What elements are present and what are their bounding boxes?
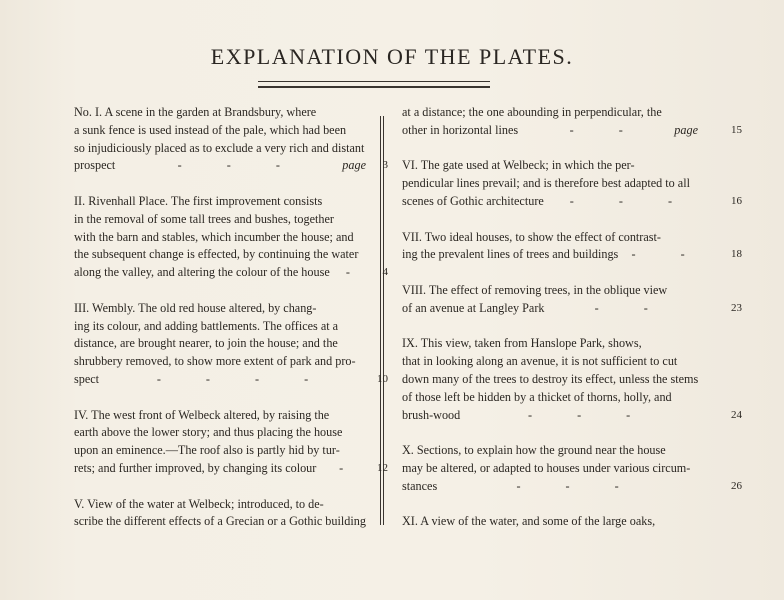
entry-last-text: ing the prevalent lines of trees and buildings <box>402 247 619 262</box>
entry-last-text: along the valley, and altering the colour of the house <box>74 265 330 280</box>
plate-entry <box>74 407 388 478</box>
page-number: 12 <box>377 461 388 474</box>
entry-line: so injudiciously placed as to exclude a very rich and distant <box>74 140 365 155</box>
entry-line: X. Sections, to explain how the ground near the house <box>402 443 666 458</box>
plate-entry <box>74 104 388 175</box>
leader-dashes: - - <box>594 300 648 315</box>
entry-line: XI. A view of the water, and some of the large oaks, <box>402 514 656 529</box>
entry-line: with the barn and stables, which incumber the house; and <box>74 229 354 244</box>
leader-dashes: - - - <box>527 407 631 422</box>
entry-line: V. View of the water at Welbeck; introduced, to de- <box>74 496 324 511</box>
plate-entry <box>74 193 388 282</box>
leader-dashes: - - - <box>569 193 673 208</box>
entry-last-line <box>402 407 742 425</box>
entry-last-line <box>74 460 388 478</box>
entry-last-line <box>402 246 742 264</box>
entry-last-text: rets; and further improved, by changing its colour <box>74 460 317 475</box>
leader-dashes: - <box>339 460 344 475</box>
page-number: 23 <box>731 301 742 314</box>
page-label: page <box>674 122 698 137</box>
entry-line: down many of the trees to destroy its effect, unless the stems <box>402 371 699 386</box>
page-number: 18 <box>731 248 742 261</box>
entry-line: that in looking along an avenue, it is not sufficient to cut <box>402 354 678 369</box>
page-number: 16 <box>731 194 742 207</box>
plate-entry <box>402 157 742 210</box>
entry-line: III. Wembly. The old red house altered, by chang- <box>74 300 317 315</box>
page-number: 15 <box>731 123 742 136</box>
entry-line: in the removal of some tall trees and bushes, together <box>74 211 334 226</box>
entry-line: of those left be hidden by a thicket of thorns, holly, and <box>402 389 672 404</box>
plate-entry <box>402 229 742 265</box>
plate-entry <box>74 496 366 532</box>
plate-entry <box>74 300 388 389</box>
entry-last-line <box>402 300 742 318</box>
leader-dashes: - - - <box>177 158 280 173</box>
entry-line: No. I. A scene in the garden at Brandsbury, where <box>74 105 317 119</box>
plate-entry <box>402 513 698 531</box>
entry-last-text: brush-wood <box>402 407 461 422</box>
entry-last-text: of an avenue at Langley Park <box>402 300 545 315</box>
plate-entry <box>402 442 742 495</box>
title-rule <box>258 81 490 88</box>
entry-last-text: other in horizontal lines <box>402 122 519 137</box>
entry-line: VIII. The effect of removing trees, in the oblique view <box>402 282 668 297</box>
plate-entry <box>402 104 742 140</box>
entry-line: ing its colour, and adding battlements. The offices at a <box>74 318 339 333</box>
plate-entry <box>402 282 742 318</box>
entry-line: VI. The gate used at Welbeck; in which the per- <box>402 158 635 173</box>
entry-last-text: scenes of Gothic architecture <box>402 193 544 208</box>
right-column <box>402 104 742 549</box>
leader-dashes: - - <box>569 122 623 137</box>
entry-line: pendicular lines prevail; and is therefore best adapted to all <box>402 176 690 191</box>
entry-line: a sunk fence is used instead of the pale, which had been <box>74 122 347 137</box>
page-label: page <box>342 158 366 173</box>
entry-last-text: stances <box>402 478 438 493</box>
leader-dashes: - - - - <box>156 371 309 386</box>
entry-line: IV. The west front of Welbeck altered, by raising the <box>74 407 330 422</box>
entry-line: distance, are brought nearer, to join the house; and the <box>74 336 338 351</box>
entry-line: shrubbery removed, to show more extent of park and pro- <box>74 354 356 369</box>
entry-last-text: spect <box>74 371 100 386</box>
leader-dashes: - <box>345 265 350 280</box>
left-column <box>74 104 388 549</box>
page-title: EXPLANATION OF THE PLATES. <box>210 44 574 69</box>
entry-line: the subsequent change is effected, by continuing the water <box>74 247 359 262</box>
page-number: 4 <box>382 266 388 279</box>
entry-line: upon an eminence.—The roof also is partly hid by tur- <box>74 443 340 458</box>
entry-line: scribe the different effects of a Grecian or a Gothic building <box>74 514 366 529</box>
entry-last-line <box>74 371 388 389</box>
plate-entry <box>402 335 742 424</box>
page-number: 3 <box>382 159 388 172</box>
entry-last-line <box>74 264 388 282</box>
entry-last-text: prospect <box>74 158 116 173</box>
entry-line: may be altered, or adapted to houses under various circum- <box>402 460 691 475</box>
entry-line: II. Rivenhall Place. The first improvement consists <box>74 193 323 208</box>
entry-last-line <box>402 478 742 496</box>
page-number: 26 <box>731 479 742 492</box>
entry-line: at a distance; the one abounding in perpendicular, the <box>402 105 662 119</box>
entry-line: earth above the lower story; and thus placing the house <box>74 425 343 440</box>
leader-dashes: - - <box>631 247 685 262</box>
leader-dashes: - - - <box>516 478 619 493</box>
entry-last-line <box>402 122 742 140</box>
page-number: 10 <box>377 372 388 385</box>
entry-last-line <box>74 157 388 175</box>
page-number: 24 <box>731 408 742 421</box>
entry-line: VII. Two ideal houses, to show the effect of contrast- <box>402 229 661 244</box>
entry-last-line <box>402 193 742 211</box>
entry-line: IX. This view, taken from Hanslope Park, shows, <box>402 336 642 351</box>
